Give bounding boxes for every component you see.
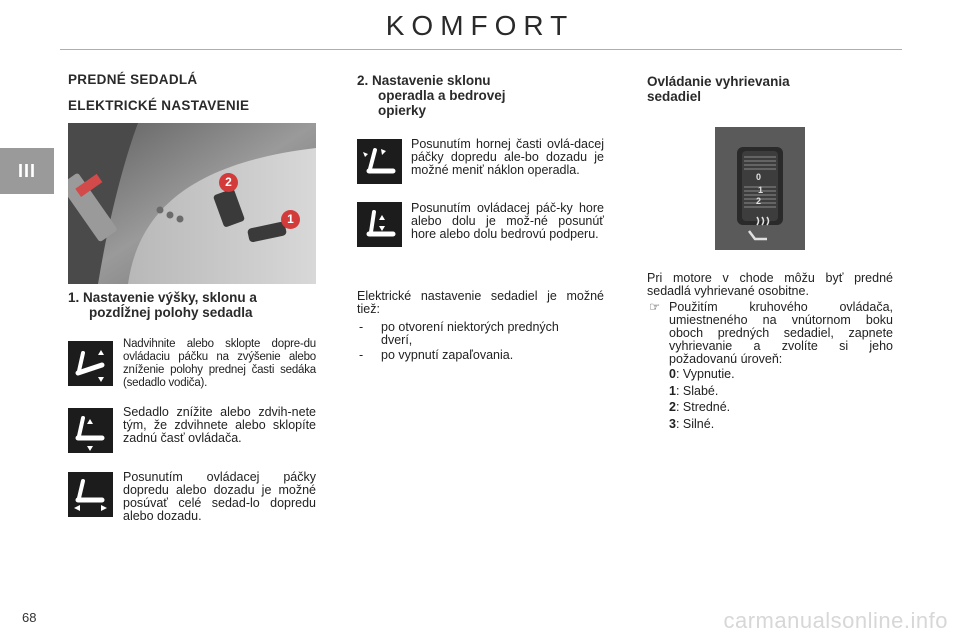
callout-1: 1	[281, 210, 300, 229]
page-title: KOMFORT	[385, 10, 575, 41]
heat-level-3: 3: Silné.	[669, 417, 715, 431]
seat-controls-photo	[68, 123, 316, 284]
bullet1-line2: dverí,	[381, 333, 413, 347]
sec2-title-line1: 2. Nastavenie sklonu	[357, 73, 491, 88]
callout-2: 2	[219, 173, 238, 192]
dial-label-0: 0	[756, 172, 762, 182]
section-title-electric-adjustment: ELEKTRICKÉ NASTAVENIE	[68, 98, 250, 113]
section-title-front-seats: PREDNÉ SEDADLÁ	[68, 72, 198, 87]
sec1-item2-text: Sedadlo znížite alebo zdvih-nete tým, že zdvihnete alebo sklopíte zadnú časť ovládača.	[123, 405, 316, 445]
heat-level-2: 2: Stredné.	[669, 400, 731, 414]
sec2-item1-text: Posunutím hornej časti ovlá-dacej páčky dopredu ale-bo dozadu je možné meniť náklon operadla.	[411, 137, 604, 177]
sec1-item3-text: Posunutím ovládacej páčky dopredu alebo dozadu je možné posúvať celé sedad-lo dopredu alebo dozadu.	[123, 470, 316, 523]
sec3-title-line2: sedadiel	[647, 89, 702, 104]
sec1-title-line1: 1. Nastavenie výšky, sklonu a	[68, 290, 257, 305]
seat-front-tilt-icon	[68, 341, 113, 386]
sec2-item2-text: Posunutím ovládacej páč-ky hore alebo dolu je mož-né posunúť hore alebo dolu bedrovú podperu.	[411, 201, 604, 241]
sec2-title-line3: opierky	[378, 103, 427, 118]
lumbar-support-icon	[357, 202, 402, 247]
heat-level-1: 1: Slabé.	[669, 384, 719, 398]
chapter-tab: III	[0, 148, 54, 194]
bullet1-dash: -	[359, 320, 364, 334]
seat-slide-icon	[68, 472, 113, 517]
sec2-title-line2: operadla a bedrovej	[378, 88, 506, 103]
sec3-title-line1: Ovládanie vyhrievania	[647, 74, 790, 89]
dial-label-2: 2	[756, 196, 762, 206]
sec3-para: Pri motore v chode môžu byť predné sedadlá vyhrievané osobitne.	[647, 271, 893, 298]
page-number: 68	[22, 610, 37, 625]
bullet2-text: po vypnutí zapaľovania.	[381, 348, 514, 362]
bullet2-dash: -	[359, 348, 364, 362]
watermark: carmanualsonline.info	[723, 608, 948, 633]
backrest-tilt-icon	[357, 139, 402, 184]
dial-label-1: 1	[758, 185, 764, 195]
bullet1-line1: po otvorení niektorých predných	[381, 320, 559, 334]
header-divider	[60, 49, 902, 50]
sec2-para: Elektrické nastavenie sedadiel je možné tiež:	[357, 289, 604, 316]
sec3-bullet-text: Použitím kruhového ovládača, umiestneného na vnútornom boku oboch predných sedadiel, zapnete vyhrievanie a zvolíte si jeho požadovanú úroveň:	[669, 300, 893, 366]
bullet-hand-icon: ☞	[649, 300, 661, 314]
seat-height-icon	[68, 408, 113, 453]
heat-level-0: 0: Vypnutie.	[669, 367, 735, 381]
sec1-title-line2: pozdĺžnej polohy sedadla	[89, 305, 253, 320]
seat-controls-illustration	[68, 123, 316, 284]
sec1-item1-text: Nadvihnite alebo sklopte dopre-du ovládaciu páčku na zvýšenie alebo zníženie polohy prednej časti sedáka (sedadlo vodiča).	[123, 338, 316, 389]
